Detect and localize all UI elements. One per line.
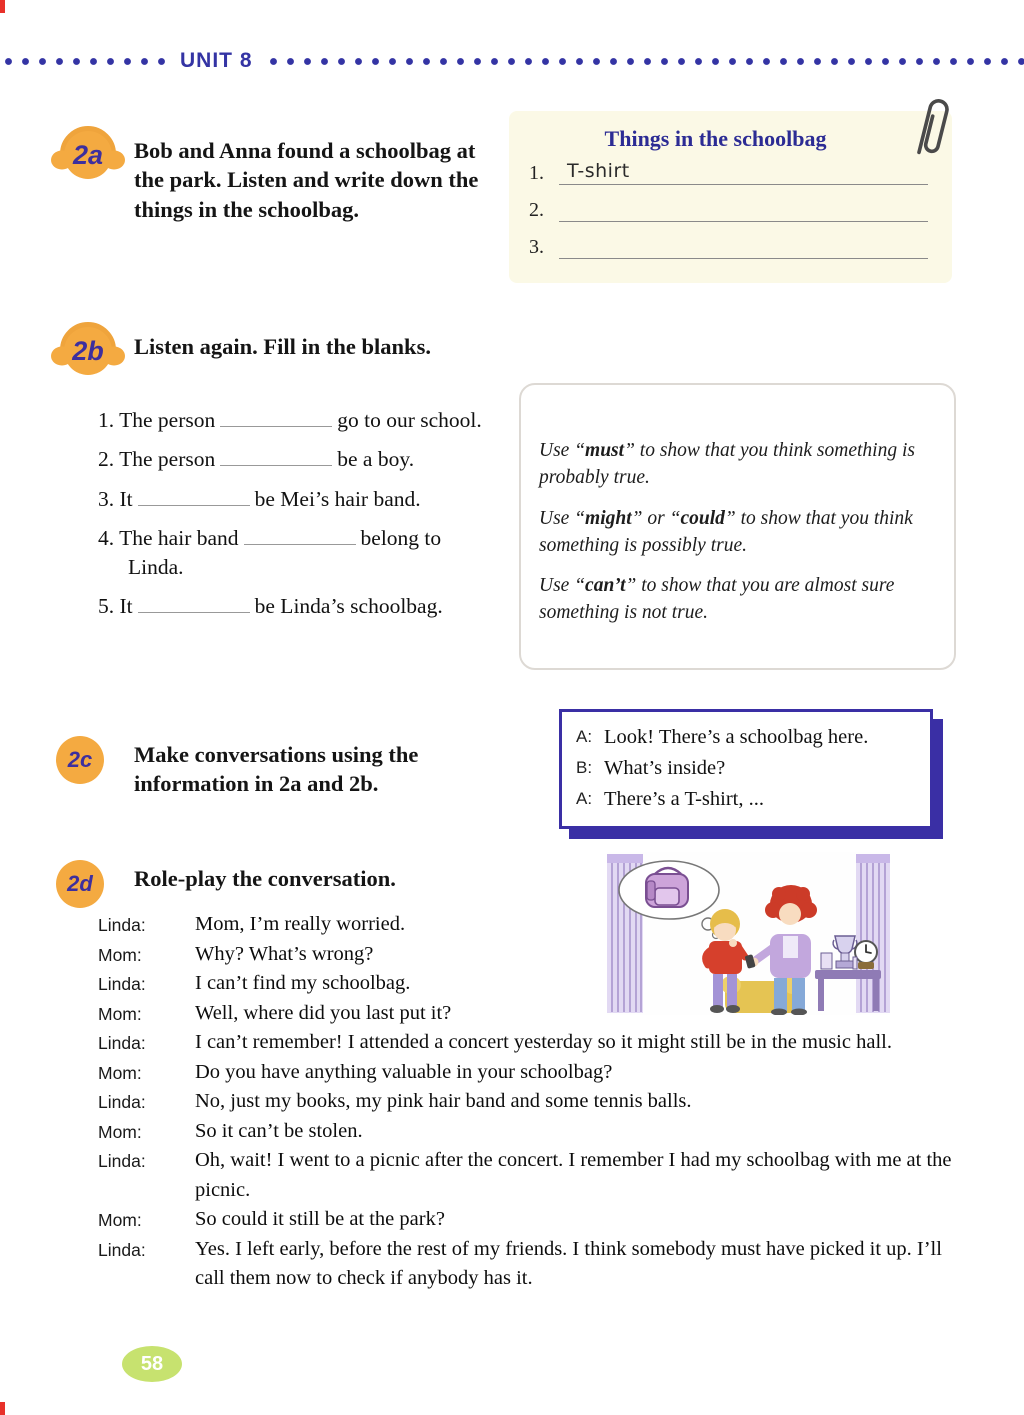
badge-2a-label: 2a [72, 140, 104, 170]
item-number: 5. [98, 593, 115, 618]
speaker-text: Yes. I left early, before the rest of my friends. I think somebody must have picked it up. I’ll call them now to check if anybody has it. [195, 1237, 942, 1290]
speaker-label: Mom: [98, 1121, 142, 1142]
things-box-title: Things in the schoolbag [604, 126, 827, 151]
speaker-text: I can’t remember! I attended a concert yesterday so it might still be in the music hall. [195, 1031, 892, 1054]
dotted-rule-left [0, 57, 168, 66]
speaker-label: Linda: [98, 974, 146, 995]
item-text-after: go to our school. [337, 408, 482, 432]
item-number: 2. [529, 199, 544, 221]
fill-in-item [98, 445, 498, 473]
dialogue-line [98, 1117, 960, 1147]
blank-line [244, 529, 356, 545]
grammar-note-box [519, 383, 956, 670]
speaker-label: Linda: [98, 1033, 146, 1054]
headphones-icon [50, 314, 126, 378]
dialogue-line [98, 1146, 960, 1205]
things-list-item [529, 160, 928, 185]
speaker-text: Mom, I’m really worried. [195, 913, 406, 935]
item-number: 1. [98, 408, 115, 432]
dialogue-line [98, 969, 960, 999]
headphones-icon [50, 118, 126, 182]
instruction-2a: Bob and Anna found a schoolbag at the park. Listen and write down the things in the schoolbag. [134, 138, 479, 222]
example-line [576, 722, 916, 753]
item-number: 4. [98, 526, 115, 551]
badge-2d [56, 860, 104, 908]
dialogue-line [98, 1205, 960, 1235]
speaker-label: Linda: [98, 915, 146, 935]
scan-artifact-bottom [0, 1402, 5, 1415]
speaker-text: Do you have anything valuable in your schoolbag? [195, 1060, 613, 1083]
page-number: 58 [140, 1352, 164, 1375]
grammar-note: Use “can’t” to show that you are almost sure something is not true. [539, 575, 895, 624]
speaker-text: So it can’t be stolen. [195, 1119, 363, 1142]
speaker-label: Linda: [98, 1092, 146, 1113]
item-number: 2. [98, 447, 115, 472]
instruction-2d: Role-play the conversation. [134, 866, 396, 891]
dialogue-line [98, 999, 960, 1029]
things-in-schoolbag-box [509, 111, 952, 283]
scan-artifact-top [0, 0, 5, 13]
speaker-label: Mom: [98, 1210, 142, 1231]
dialogue-line [98, 940, 960, 970]
speaker-text: Why? What’s wrong? [195, 942, 374, 965]
speaker-label: Mom: [98, 944, 142, 965]
fill-in-line [559, 197, 928, 222]
item-text-before: The person [119, 408, 216, 432]
fill-in-line [559, 234, 928, 259]
things-list [509, 158, 952, 259]
item-text-before: It [119, 593, 133, 618]
unit-header [0, 49, 1024, 72]
things-list-item [529, 234, 928, 259]
page-number-badge [122, 1346, 182, 1382]
example-line [576, 784, 916, 815]
speaker-text: Oh, wait! I went to a picnic after the concert. I remember I had my schoolbag with me at the picnic. [195, 1149, 952, 1201]
item-text-after: be Linda’s schoolbag. [254, 593, 443, 618]
item-number: 3. [529, 236, 544, 258]
fill-in-item [98, 524, 498, 581]
dialogue-line [98, 1087, 960, 1117]
instruction-2b: Listen again. Fill in the blanks. [134, 334, 431, 359]
badge-2b-label: 2b [72, 336, 104, 366]
blank-line [220, 411, 332, 427]
fill-in-item [98, 406, 498, 434]
grammar-note: Use “might” or “could” to show that you think something is possibly true. [539, 507, 913, 556]
badge-2c-label: 2c [67, 747, 93, 772]
dialogue-line [98, 1058, 960, 1088]
item-text-after: be a boy. [337, 447, 415, 472]
speaker-text: No, just my books, my pink hair band and some tennis balls. [195, 1090, 692, 1113]
fill-in-item [98, 592, 498, 620]
speaker-label: A: [576, 788, 593, 808]
speaker-text: There’s a T-shirt, ... [604, 787, 764, 810]
speaker-text: So could it still be at the park? [195, 1208, 445, 1231]
instruction-2c: Make conversations using the information in 2a and 2b. [134, 742, 419, 797]
dialogue-line [98, 1028, 960, 1058]
blank-line [138, 490, 250, 506]
example-conversation-box [559, 709, 933, 829]
speaker-text: I can’t find my schoolbag. [195, 972, 411, 995]
speaker-label: Mom: [98, 1062, 142, 1083]
item-text-before: It [119, 486, 133, 511]
badge-2c [56, 736, 104, 784]
dialogue-line [98, 910, 960, 940]
item-number: 3. [98, 486, 115, 511]
blank-line [220, 450, 332, 466]
fill-in-blanks-list [98, 406, 498, 631]
speaker-label: Linda: [98, 1239, 146, 1260]
roleplay-dialogue [98, 910, 960, 1294]
things-list-item [529, 197, 928, 222]
schoolbag-icon [646, 868, 688, 907]
speaker-label: B: [576, 757, 593, 777]
item-text-after: be Mei’s hair band. [254, 486, 421, 511]
dialogue-line [98, 1235, 960, 1294]
speaker-label: A: [576, 727, 593, 746]
unit-title: UNIT 8 [180, 49, 253, 72]
speaker-text: Well, where did you last put it? [195, 1001, 452, 1024]
blank-line [138, 597, 250, 613]
speaker-label: Linda: [98, 1151, 146, 1172]
speaker-text: What’s inside? [604, 756, 726, 779]
fill-in-line: T-shirt [559, 160, 928, 185]
item-text-before: The hair band [119, 526, 239, 551]
dotted-rule-right [265, 57, 1024, 66]
badge-2d-label: 2d [67, 871, 93, 896]
example-line [576, 753, 916, 784]
item-text-before: The person [119, 447, 216, 472]
grammar-note: Use “must” to show that you think something is probably true. [539, 440, 915, 489]
speaker-label: Mom: [98, 1003, 142, 1024]
item-number: 1. [529, 162, 544, 184]
item-text-after: belong to Linda. [128, 526, 442, 579]
fill-in-item [98, 485, 498, 513]
speaker-text: Look! There’s a schoolbag here. [604, 726, 869, 748]
